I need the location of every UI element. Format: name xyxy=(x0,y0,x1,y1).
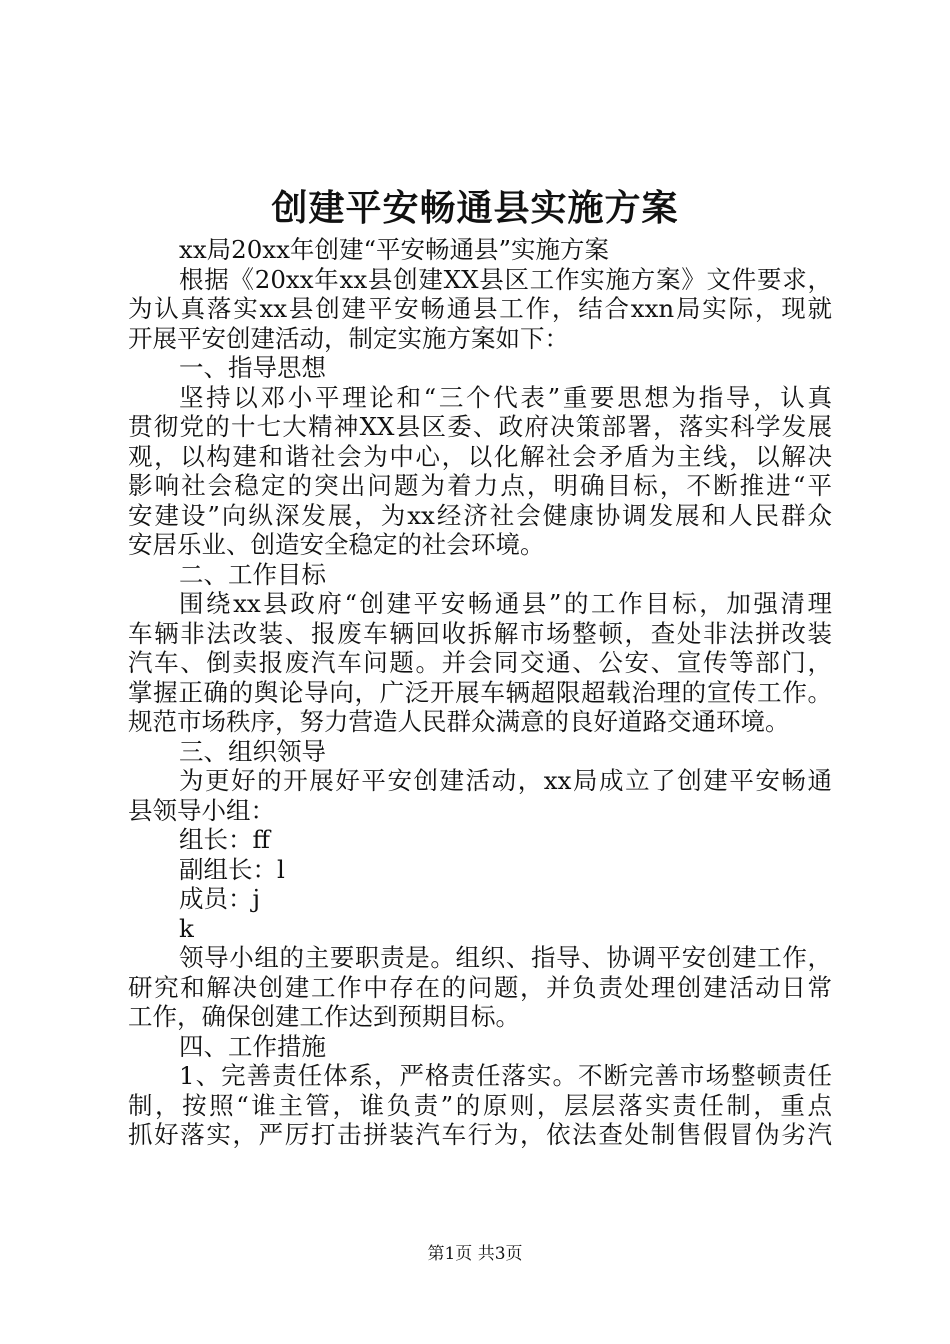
text-line: 研究和解决创建工作中存在的问题，并负责处理创建活动日常 xyxy=(128,972,832,1002)
text-line: 根据《20xx年xx县创建XX县区工作实施方案》文件要求， xyxy=(179,264,832,294)
text-line: 四、工作措施 xyxy=(179,1031,326,1061)
text-line: 安居乐业、创造安全稳定的社会环境。 xyxy=(128,530,545,559)
text-line: 车辆非法改装、报废车辆回收拆解市场整顿，查处非法拼改装 xyxy=(128,618,832,648)
text-line: 一、指导思想 xyxy=(179,353,326,382)
text-line: k xyxy=(179,913,194,943)
text-line: 二、工作目标 xyxy=(179,559,326,589)
page-footer: 第1页 共3页 xyxy=(427,1244,523,1264)
text-line: 县领导小组： xyxy=(128,795,275,825)
text-line: 围绕xx县政府“创建平安畅通县”的工作目标，加强清理 xyxy=(179,589,832,618)
document-title: 创建平安畅通县实施方案 xyxy=(271,187,679,229)
text-line: 组长：ff xyxy=(179,825,270,854)
text-line: 贯彻党的十七大精神XX县区委、政府决策部署，落实科学发展 xyxy=(128,412,832,441)
text-line: 汽车、倒卖报废汽车问题。并会同交通、公安、宣传等部门， xyxy=(128,648,832,677)
text-line: 制，按照“谁主管，谁负责”的原则，层层落实责任制，重点 xyxy=(128,1090,832,1120)
text-line: 安建设”向纵深发展，为xx经济社会健康协调发展和人民群众 xyxy=(128,500,832,530)
text-line: 影响社会稳定的突出问题为着力点，明确目标，不断推进“平 xyxy=(128,471,832,500)
text-line: 领导小组的主要职责是。组织、指导、协调平安创建工作， xyxy=(179,943,832,972)
text-line: 成员：j xyxy=(179,884,261,913)
text-line: 掌握正确的舆论导向，广泛开展车辆超限超载治理的宣传工作。 xyxy=(128,677,832,707)
text-line: 工作，确保创建工作达到预期目标。 xyxy=(128,1002,520,1031)
document-body xyxy=(128,235,832,1150)
text-line: 1、完善责任体系，严格责任落实。不断完善市场整顿责任 xyxy=(179,1061,832,1090)
text-line: 坚持以邓小平理论和“三个代表”重要思想为指导，认真 xyxy=(179,382,832,412)
text-line: 观，以构建和谐社会为中心，以化解社会矛盾为主线，以解决 xyxy=(128,441,832,471)
text-line: xx局20xx年创建“平安畅通县”实施方案 xyxy=(179,235,609,264)
text-line: 副组长：l xyxy=(179,854,285,884)
text-line: 为更好的开展好平安创建活动，xx局成立了创建平安畅通 xyxy=(179,766,832,795)
text-line: 为认真落实xx县创建平安畅通县工作，结合xxn局实际，现就 xyxy=(128,294,832,323)
text-line: 三、组织领导 xyxy=(179,736,326,766)
text-line: 抓好落实，严厉打击拼装汽车行为，依法查处制售假冒伪劣汽 xyxy=(128,1120,832,1149)
text-line: 规范市场秩序，努力营造人民群众满意的良好道路交通环境。 xyxy=(128,707,790,736)
text-line: 开展平安创建活动，制定实施方案如下： xyxy=(128,323,569,353)
